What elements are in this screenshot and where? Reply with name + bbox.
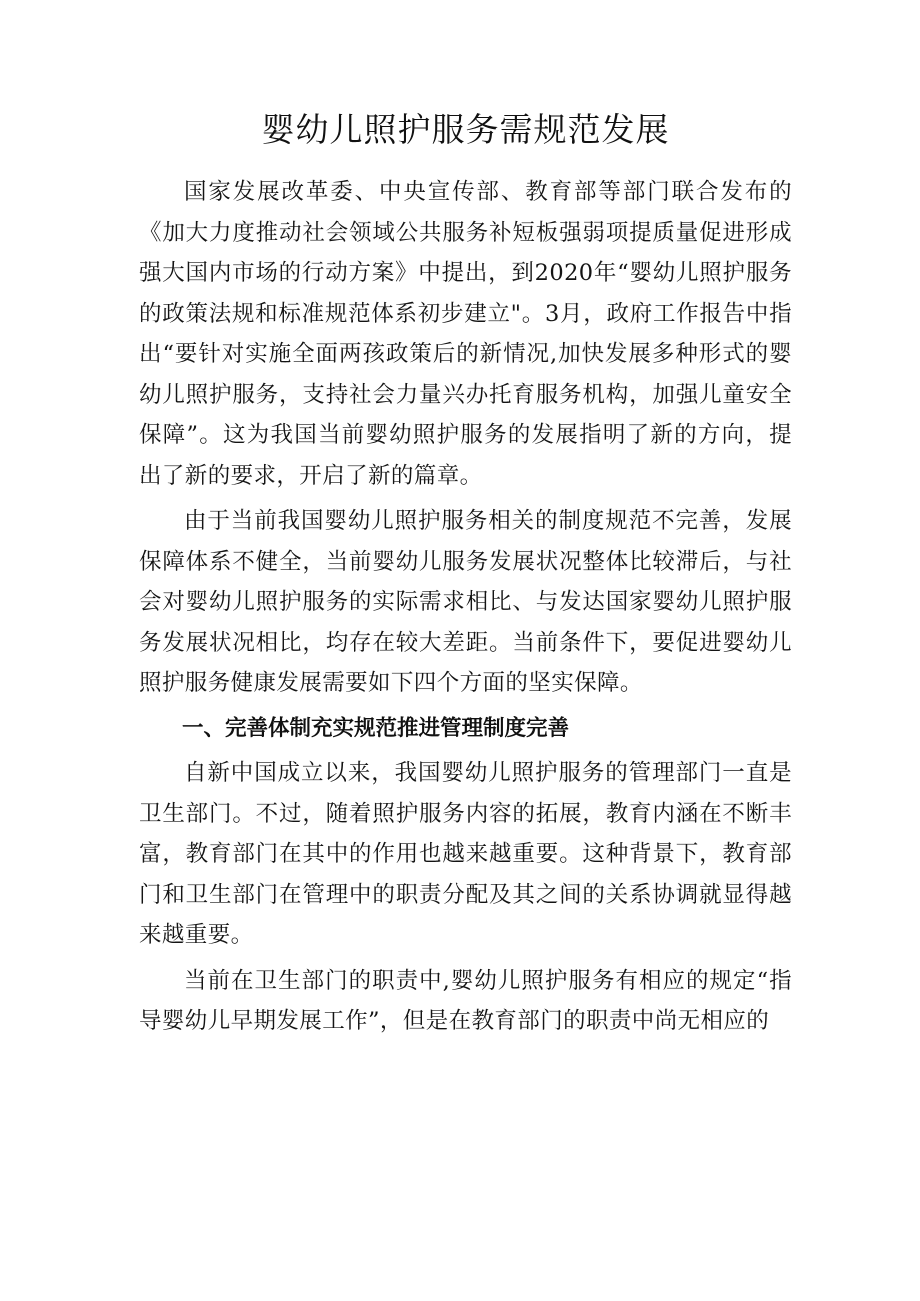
document-title: 婴幼儿照护服务需规范发展 <box>261 110 670 149</box>
section-paragraph-1: 自新中国成立以来，我国婴幼儿照护服务的管理部门一直是卫生部门。不过，随着照护服务内容的拓展，教育内涵在不断丰富，教育部门在其中的作用也越来越重要。这种背景下，教育部门和卫生部门在管理中的职责分配及其之间的关系协调就显得越来越重要。 <box>139 760 792 948</box>
section-paragraph-2: 当前在卫生部门的职责中,婴幼儿照护服务有相应的规定“指导婴幼儿早期发展工作”，但是在教育部门的职责中尚无相应的 <box>139 967 792 1034</box>
intro-paragraph-2: 由于当前我国婴幼儿照护服务相关的制度规范不完善，发展保障体系不健全，当前婴幼儿服务发展状况整体比较滞后，与社会对婴幼儿照护服务的实际需求相比、与发达国家婴幼儿照护服务发展状况相比，均存在较大差距。当前条件下，要促进婴幼儿照护服务健康发展需要如下四个方面的坚实保障。 <box>139 508 792 696</box>
section-heading: 一、完善体制充实规范推进管理制度完善 <box>182 715 570 741</box>
intro-paragraph-1: 国家发展改革委、中央宣传部、教育部等部门联合发布的《加大力度推动社会领域公共服务补短板强弱项提质量促进形成强大国内市场的行动方案》中提出，到2020年“婴幼儿照护服务的政策法规和标准规范体系初步建立"。3月，政府工作报告中指出“要针对实施全面两孩政策后的新情况,加快发展多种形式的婴幼儿照护服务，支持社会力量兴办托育服务机构，加强儿童安全保障”。这为我国当前婴幼照护服务的发展指明了新的方向，提出了新的要求，开启了新的篇章。 <box>139 179 792 489</box>
